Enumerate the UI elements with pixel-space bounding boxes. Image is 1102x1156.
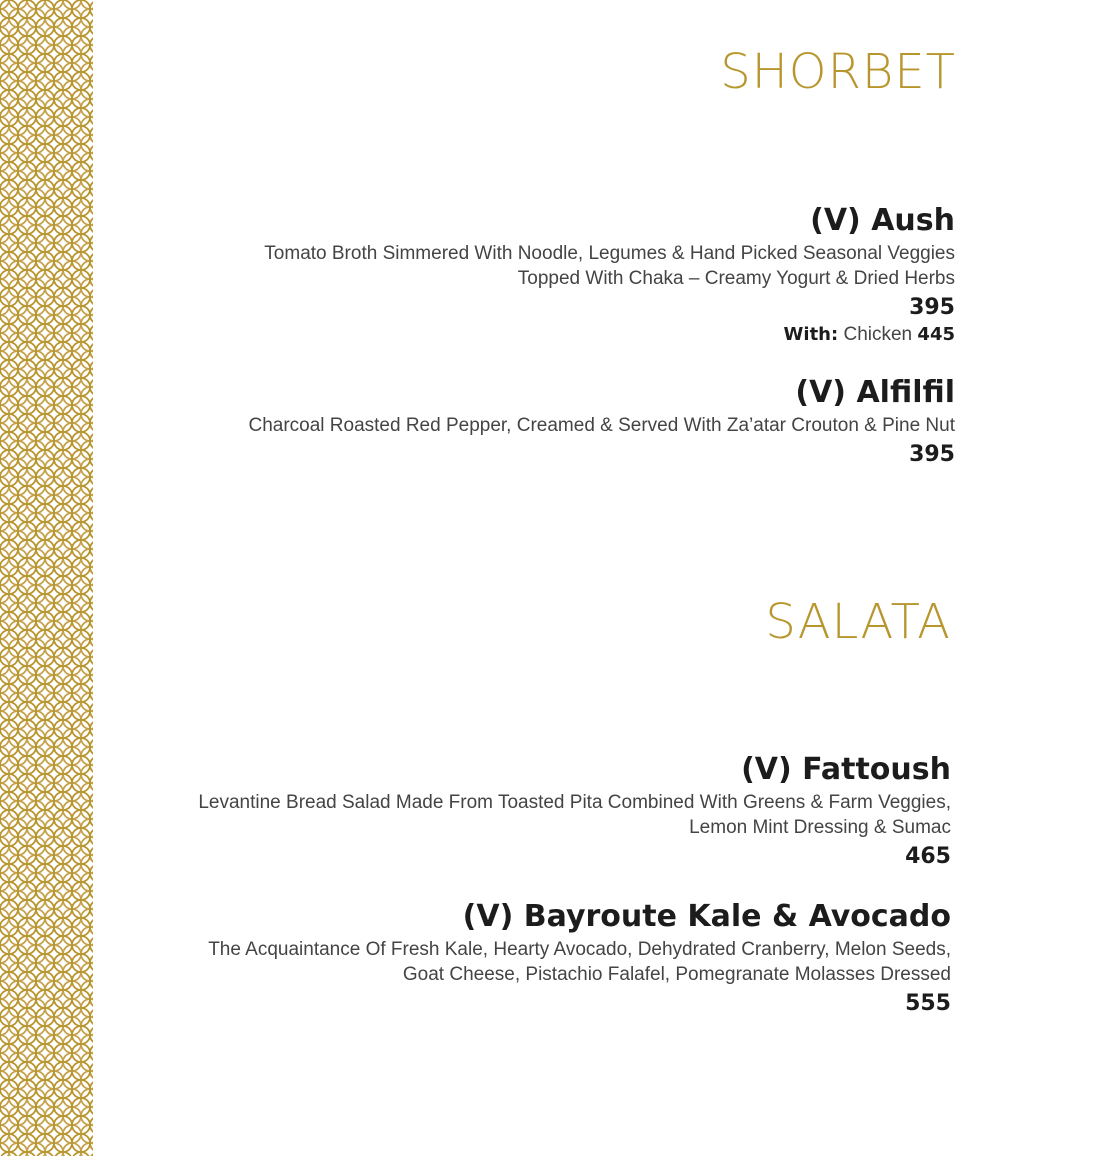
- item-price: 395: [909, 442, 955, 467]
- section-title-shorbet: SHORBET: [720, 44, 956, 100]
- extra-text: Chicken: [843, 324, 913, 345]
- menu-item-alfilfil: [195, 376, 955, 469]
- item-description-line: Lemon Mint Dressing & Sumac: [689, 817, 951, 838]
- item-description-line: The Acquaintance Of Fresh Kale, Hearty Avocado, Dehydrated Cranberry, Melon Seeds,: [208, 939, 951, 960]
- item-extra-option: [195, 322, 955, 347]
- item-description-line: Levantine Bread Salad Made From Toasted Pita Combined With Greens & Farm Veggies,: [198, 792, 951, 813]
- menu-item-aush: [195, 204, 955, 347]
- item-name: (V) Aush: [810, 203, 955, 238]
- item-price: 555: [905, 991, 951, 1016]
- item-description-line: Tomato Broth Simmered With Noodle, Legumes & Hand Picked Seasonal Veggies: [264, 243, 955, 264]
- item-name: (V) Alfilfil: [795, 375, 955, 410]
- item-price: 395: [909, 295, 955, 320]
- gold-pattern-border: [0, 0, 93, 1156]
- item-description-line: Topped With Chaka – Creamy Yogurt & Dried Herbs: [517, 268, 955, 289]
- section-title-salata: SALATA: [765, 594, 951, 650]
- item-description-line: Goat Cheese, Pistachio Falafel, Pomegranate Molasses Dressed: [402, 964, 951, 985]
- item-description-line: Charcoal Roasted Red Pepper, Creamed & Served With Za’atar Crouton & Pine Nut: [248, 415, 955, 436]
- extra-label: With:: [783, 324, 839, 345]
- menu-item-fattoush: [171, 753, 951, 871]
- item-name: (V) Bayroute Kale & Avocado: [462, 899, 951, 934]
- item-name: (V) Fattoush: [741, 752, 951, 787]
- extra-price: 445: [917, 324, 955, 345]
- menu-item-bayroute-kale-avocado: [171, 900, 951, 1018]
- item-price: 465: [905, 844, 951, 869]
